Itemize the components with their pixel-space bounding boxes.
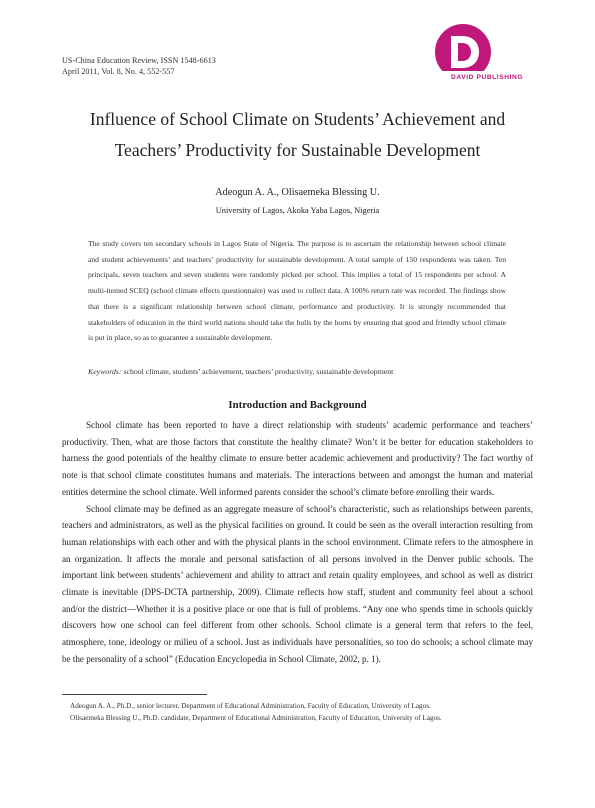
journal-header: [62, 56, 216, 77]
author-list: Adeogun A. A., Olisaemeka Blessing U.: [215, 187, 380, 198]
keywords-text: school climate, students’ achievement, teachers’ productivity, sustainable development: [121, 367, 394, 376]
section-heading: Introduction and Background: [228, 399, 367, 411]
publisher-logo-text: DAVID PUBLISHING: [451, 74, 524, 81]
journal-info-line: US-China Education Review, ISSN 1548-6613: [62, 56, 216, 65]
abstract: The study covers ten secondary schools in Lagos State of Nigeria. The purpose is to ascertain the relationship between school climate and student achievements’ and teachers’ productivity for sustainable development. A total sample of 150 respondents was taken. Ten principals, seven teachers and seven students were randomly picked per school. This implies a total of 15 respondents per school. A multi-itemed SCEQ (school climate effects questionnaire) was used to collect data. A 100% return rate was recorded. The findings show that there is a significant relationship between school climate, performance and productivity. It is strongly recommended that stakeholders of education in the third world nations should take the bulls by the horns by ensuring that good and friendly school climate is put in place, so as to guarantee a sustainable development.: [88, 239, 506, 343]
footnote: Adeogun A. A., Ph.D., senior lecturer, Department of Educational Administration, Faculty of Education, University of Lagos.: [70, 702, 431, 710]
author-affiliation: University of Lagos, Akoka Yaba Lagos, Nigeria: [215, 206, 380, 215]
title-line-1: Influence of School Climate on Students’ Achievement and: [89, 109, 506, 129]
footnotes: [70, 701, 550, 724]
footnote-divider: [62, 694, 207, 695]
body-paragraph: School climate has been reported to have a direct relationship with students’ academic performance and teachers’ productivity. Then, what are those factors that constitute the healthy climate? Won’t it be better for education stakeholders to harness the good potentials of the healthy climate to ensure better academic achievement and productivity? The fact worthy of note is that school climate constitutes humans and materials. The interactions between and amongst the human and material entities determine the school climate. Well informed parents consider the school’s climate before enrolling their wards.: [62, 420, 533, 497]
keywords: [88, 367, 506, 376]
journal-issue-line: April 2011, Vol. 8, No. 4, 552-557: [62, 66, 175, 76]
paper-title: [40, 104, 555, 166]
footnote: Olisaemeka Blessing U., Ph.D. candidate, Department of Educational Administration, Faculty of Education, University of Lagos.: [70, 713, 442, 722]
publisher-logo: [431, 24, 535, 88]
keywords-label: Keywords:: [88, 367, 122, 376]
title-line-2: Teachers’ Productivity for Sustainable Development: [114, 140, 481, 160]
body-text: [62, 417, 533, 668]
body-paragraph: School climate may be defined as an aggregate measure of school’s characteristic, such as relationships between parents, teachers and administrators, as well as the physical facilities on ground. It could be seen as the overall interaction resulting from human relationships with each other and with the physical plants in the school environment. Climate refers to the atmosphere in an organization. It affects the morale and personal satisfaction of all persons involved in the Denver public schools. The important link between students’ achievement and ability to attract and retain quality employees, and school as well as district climate is inevitable (DPS-DCTA partnership, 2009). Climate reflects how staff, student and community feel about a school and/or the district—Whether it is a positive place or one that is full of problems. “Any one who spends time in schools quickly discovers how one school can feel different from other schools. School climate is a general term that refers to the feel, atmosphere, tone, ideology or milieu of a school. Just as individuals have personalities, so too do schools; a school climate may be the personality of a school” (Education Encyclopedia in School Climate, 2002, p. 1).: [62, 503, 533, 664]
